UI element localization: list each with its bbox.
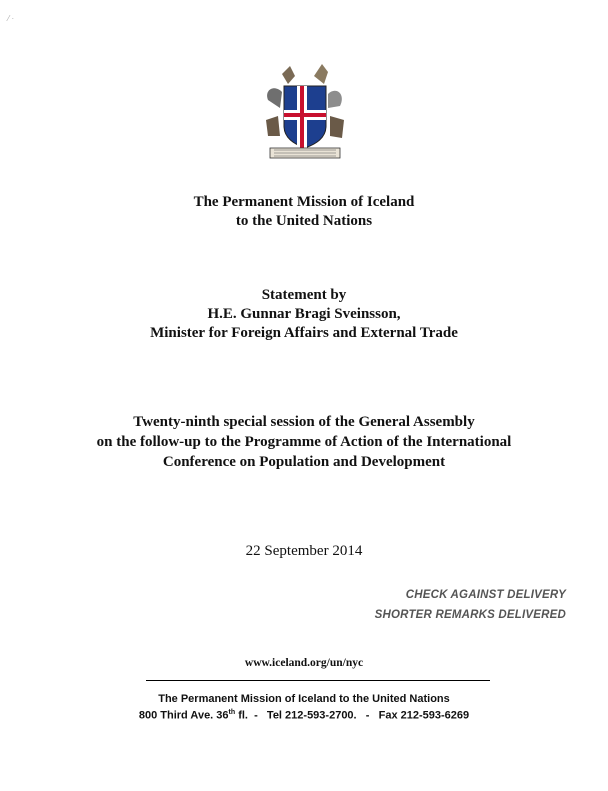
footer-address-ordinal: th bbox=[228, 709, 236, 716]
statement-line-1: Statement by bbox=[261, 287, 347, 303]
website-url: www.iceland.org/un/nyc bbox=[244, 657, 364, 669]
footer-address bbox=[0, 706, 608, 723]
shorter-remarks-note: SHORTER REMARKS DELIVERED bbox=[374, 609, 566, 621]
footer-divider bbox=[146, 680, 490, 681]
speaker-name: H.E. Gunnar Bragi Sveinsson, bbox=[207, 306, 401, 322]
mission-line-1: The Permanent Mission of Iceland bbox=[193, 194, 415, 210]
mission-heading bbox=[0, 193, 608, 231]
iceland-coat-of-arms-icon bbox=[262, 64, 348, 160]
document-date: 22 September 2014 bbox=[245, 543, 363, 559]
footer-address-street: 800 Third Ave. 36 bbox=[138, 709, 229, 722]
statement-block bbox=[0, 286, 608, 343]
scan-speck: ⁄ · bbox=[8, 14, 15, 23]
mission-line-2: to the United Nations bbox=[235, 213, 373, 229]
speaker-title: Minister for Foreign Affairs and External Trade bbox=[150, 325, 458, 341]
footer-organization: The Permanent Mission of Iceland to the United Nations bbox=[158, 693, 450, 705]
session-line-3: Conference on Population and Development bbox=[162, 454, 446, 470]
footer-address-contact: fl. - Tel 212-593-2700. - Fax 212-593-6269 bbox=[235, 709, 470, 722]
session-line-1: Twenty-ninth special session of the General Assembly bbox=[133, 414, 475, 430]
check-against-delivery-note: CHECK AGAINST DELIVERY bbox=[405, 589, 566, 601]
session-block bbox=[0, 412, 608, 472]
session-line-2: on the follow-up to the Programme of Action of the International bbox=[96, 434, 512, 450]
